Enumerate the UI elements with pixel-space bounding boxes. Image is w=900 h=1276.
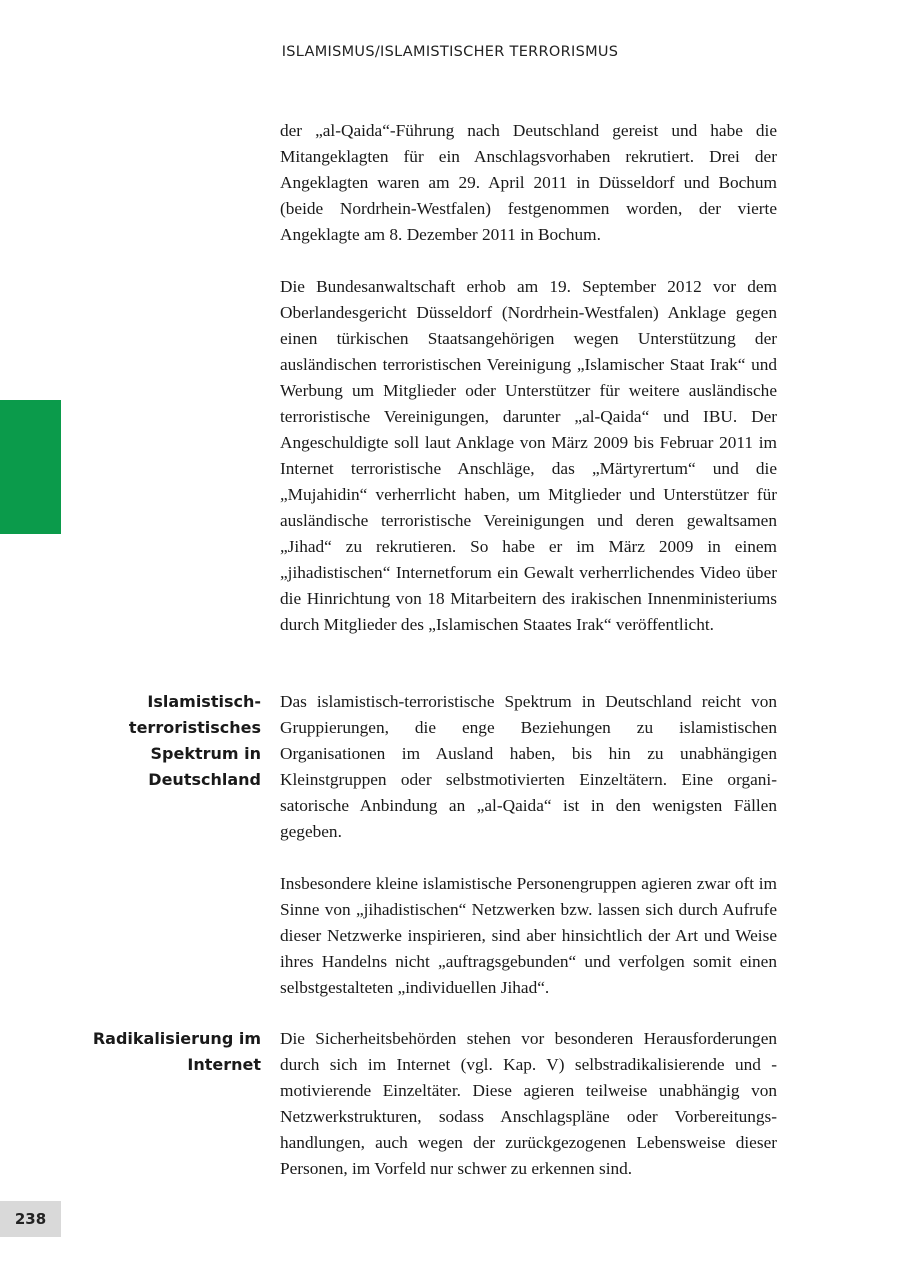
margin-heading-islamist-spectrum [91, 689, 261, 793]
page-number: 238 [14, 1210, 47, 1228]
heading-line: Deutschland [148, 770, 261, 789]
heading-line: Islamistisch- [147, 692, 261, 711]
paragraph-3: Das islamistisch-terroristische Spektrum in Deutschland reicht von Gruppierungen, die enge Beziehungen zu islamistischen Organisationen im Ausland haben, bis hin zu unabhängigen Kleinstgruppen oder selbstmotivierten Einzeltätern. Eine organisatorische Anbindung an „al-Qaida“ ist in den wenigsten Fällen gegeben. [280, 692, 777, 841]
paragraph-5: Die Sicherheitsbehörden stehen vor besonderen Herausforderungen durch sich im Internet (vgl. Kap. V) selbstradikalisierende und -motivierende Einzeltäter. Diese agieren teilweise unabhängig von Netzwerkstrukturen, sodass Anschlagspläne oder Vorbereitungshandlungen, auch wegen der zurückgezogenen Lebensweise dieser Personen, im Vorfeld nur schwer zu erkennen sind. [280, 1029, 777, 1178]
heading-line: terroristisches [128, 718, 261, 737]
running-header-title: ISLAMISMUS/ISLAMISTISCHER TERRORISMUS [281, 44, 619, 60]
paragraph-2: Die Bundesanwaltschaft erhob am 19. September 2012 vor dem Oberlandesgericht Düsseldorf (Nordrhein-Westfalen) Anklage gegen einen türkischen Staatsangehörigen wegen Unterstützung der ausländischen terroristischen Vereinigung „Islamischer Staat Irak“ und Werbung um Mitglieder oder Unterstützer für weitere ausländische terroristische Vereinigungen, darunter „al-Qaida“ und IBU. Der Angeschuldigte soll laut Anklage von März 2009 bis Februar 2011 im Internet terroristische Anschläge, das „Märtyrertum“ und die „Mujahidin“ verherrlicht haben, um Mitglieder und Unterstützer für ausländische terroristische Vereinigungen und deren gewaltsamen „Jihad“ zu rekrutieren. So habe er im März 2009 in einem „jihadistischen“ Internetforum ein Gewalt verherrlichendes Video über die Hinrichtung von 18 Mitarbeitern des irakischen Innenministeriums durch Mitglieder des „Islamischen Staates Irak“ veröffentlicht. [280, 277, 777, 634]
margin-heading-radicalization [91, 1026, 261, 1078]
heading-line: Internet [187, 1055, 261, 1074]
paragraph-4: Insbesondere kleine islamistische Personengruppen agieren zwar oft im Sinne von „jihadistischen“ Netzwerken bzw. lassen sich durch Aufrufe dieser Netzwerke inspirieren, sind aber hinsichtlich der Art und Weise ihres Handelns nicht „auftragsgebunden“ und verfolgen somit einen selbstgestalteten „individuellen Jihad“. [280, 874, 777, 997]
heading-line: Spektrum in [150, 744, 261, 763]
paragraph-1: der „al-Qaida“-Führung nach Deutschland gereist und habe die Mitangeklagten für ein Anschlagsvorhaben rekrutiert. Drei der Angeklagten waren am 29. April 2011 in Düsseldorf und Bochum (beide Nordrhein-Westfalen) festgenommen worden, der vierte Angeklagte am 8. Dezember 2011 in Bochum. [280, 121, 777, 244]
chapter-color-tab [0, 400, 61, 534]
heading-line: Radikalisierung im [92, 1029, 261, 1048]
page-number-box [0, 1201, 61, 1237]
